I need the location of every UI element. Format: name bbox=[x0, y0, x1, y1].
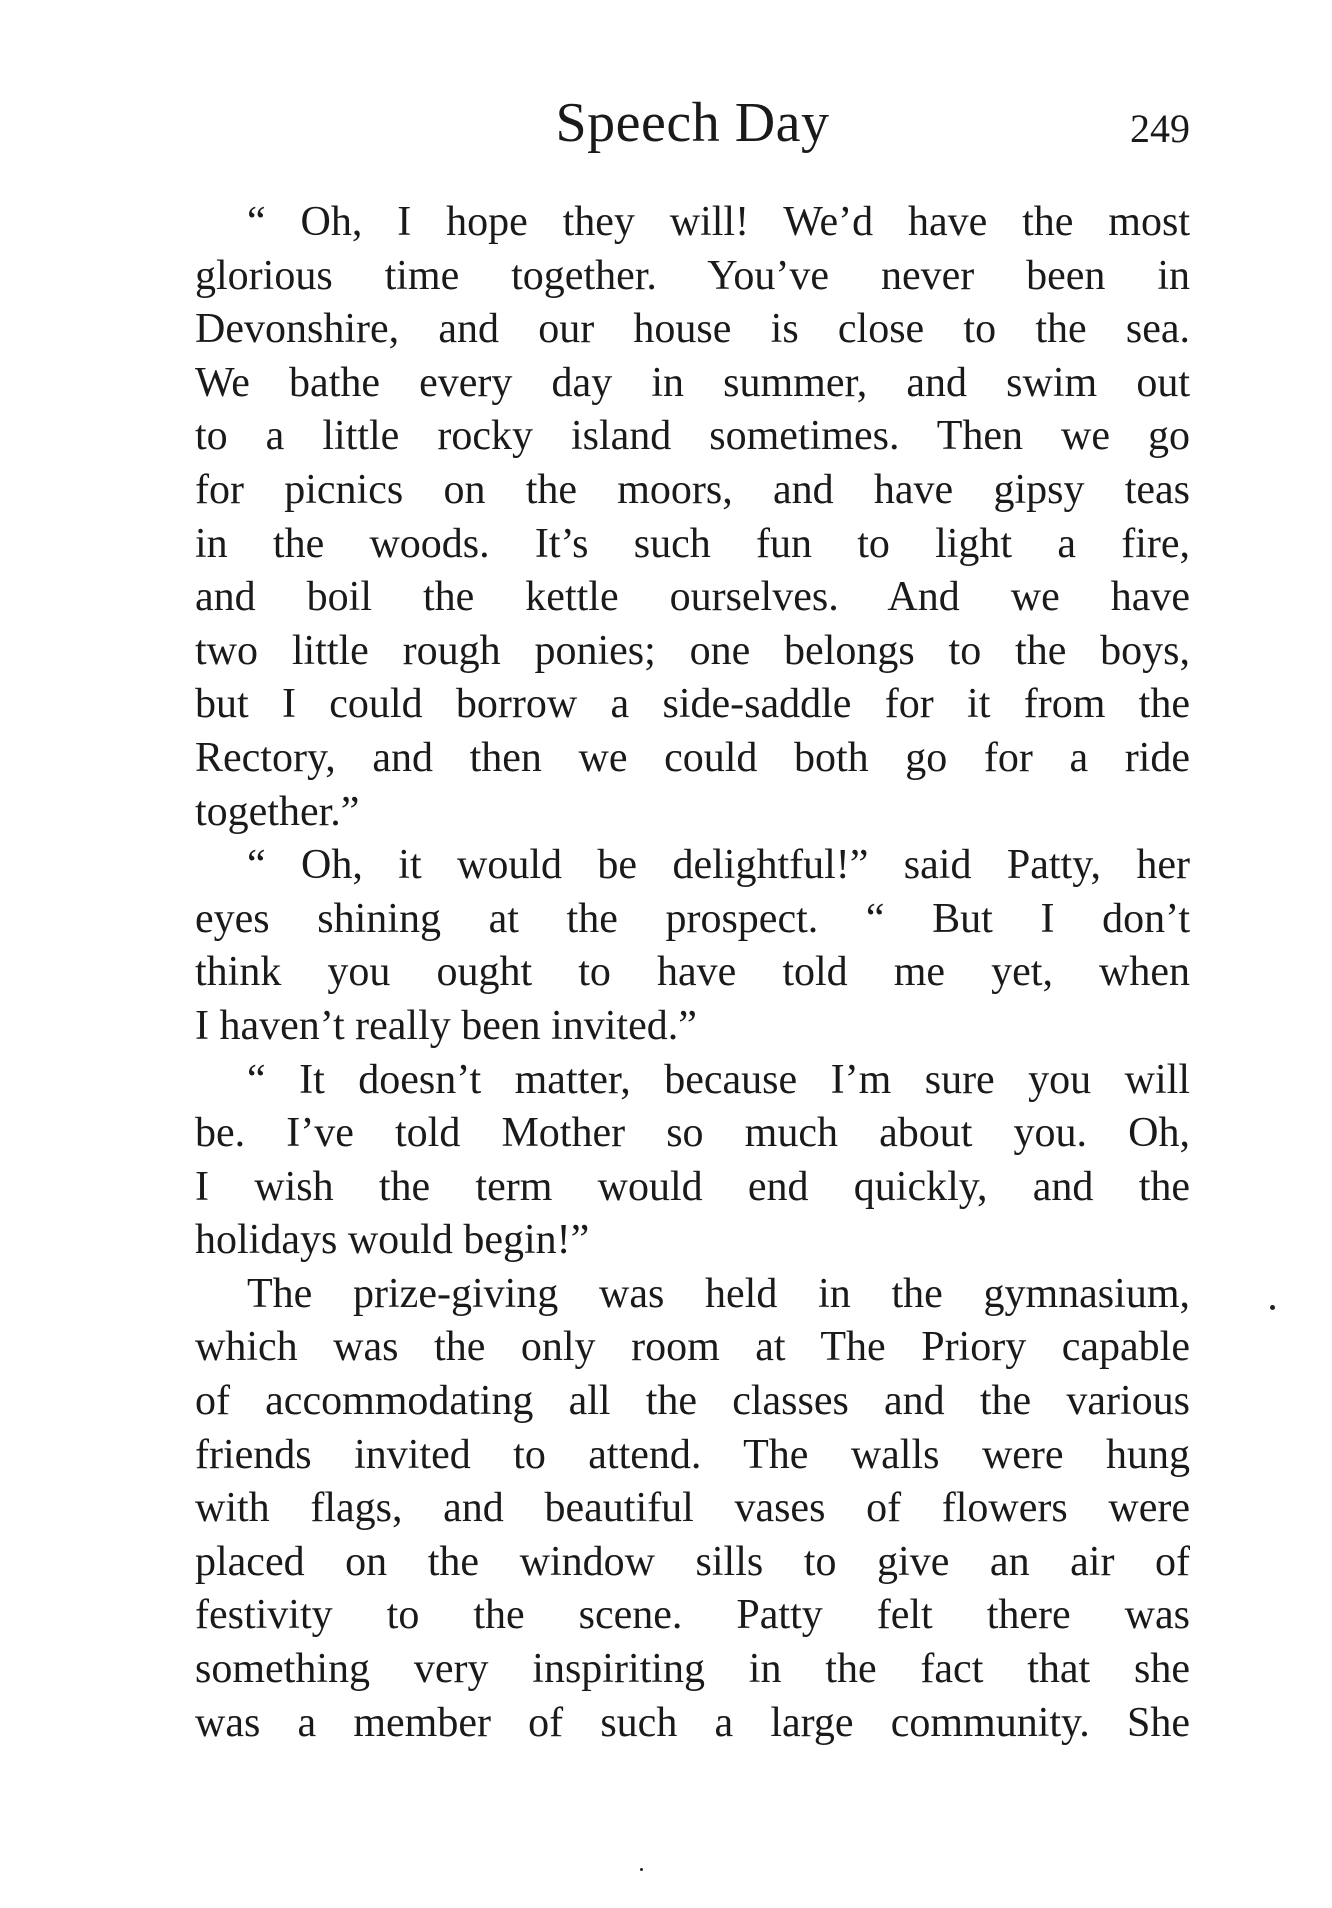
running-head bbox=[195, 88, 1190, 158]
ink-speck bbox=[640, 1868, 643, 1871]
text-line: friends invited to attend. The walls were hung bbox=[195, 1431, 1190, 1478]
text-line: holidays would begin!” bbox=[195, 1217, 590, 1264]
text-line: glorious time together. You’ve never been in bbox=[195, 252, 1190, 299]
text-line: was a member of such a large community. She bbox=[195, 1699, 1190, 1746]
text-line: with flags, and beautiful vases of flowers were bbox=[195, 1485, 1190, 1532]
text-line: eyes shining at the prospect. “ But I don’t bbox=[195, 895, 1190, 942]
text-line: Rectory, and then we could both go for a ride bbox=[195, 734, 1190, 781]
text-line: “ It doesn’t matter, because I’m sure you will bbox=[247, 1056, 1190, 1103]
text-line: The prize-giving was held in the gymnasium, bbox=[247, 1270, 1190, 1317]
text-line: “ Oh, I hope they will! We’d have the most bbox=[247, 199, 1190, 245]
text-line: be. I’ve told Mother so much about you. Oh, bbox=[195, 1110, 1190, 1157]
text-line: two little rough ponies; one belongs to the boys, bbox=[195, 627, 1190, 674]
body-text bbox=[195, 196, 1190, 1750]
running-title: Speech Day bbox=[555, 92, 830, 154]
text-line: and boil the kettle ourselves. And we have bbox=[195, 574, 1190, 621]
text-line: together.” bbox=[195, 788, 360, 835]
text-line: something very inspiriting in the fact that she bbox=[195, 1646, 1190, 1693]
text-line: to a little rocky island sometimes. Then we go bbox=[195, 413, 1190, 460]
text-line: I wish the term would end quickly, and the bbox=[195, 1163, 1190, 1210]
text-line: We bathe every day in summer, and swim out bbox=[195, 359, 1190, 406]
text-line: which was the only room at The Priory capable bbox=[195, 1324, 1190, 1371]
text-line: of accommodating all the classes and the various bbox=[195, 1378, 1190, 1425]
text-line: I haven’t really been invited.” bbox=[195, 1002, 697, 1049]
text-line: but I could borrow a side-saddle for it from the bbox=[195, 681, 1190, 728]
text-line: placed on the window sills to give an air of bbox=[195, 1538, 1190, 1585]
text-line: “ Oh, it would be delightful!” said Patty, her bbox=[247, 842, 1190, 889]
text-line: for picnics on the moors, and have gipsy teas bbox=[195, 466, 1190, 513]
text-line: think you ought to have told me yet, when bbox=[195, 949, 1190, 996]
text-line: festivity to the scene. Patty felt there was bbox=[195, 1592, 1190, 1639]
text-line: Devonshire, and our house is close to the sea. bbox=[195, 306, 1190, 353]
text-line: in the woods. It’s such fun to light a fire, bbox=[195, 520, 1190, 567]
ink-speck bbox=[1270, 1305, 1275, 1310]
page-number: 249 bbox=[1130, 106, 1190, 151]
